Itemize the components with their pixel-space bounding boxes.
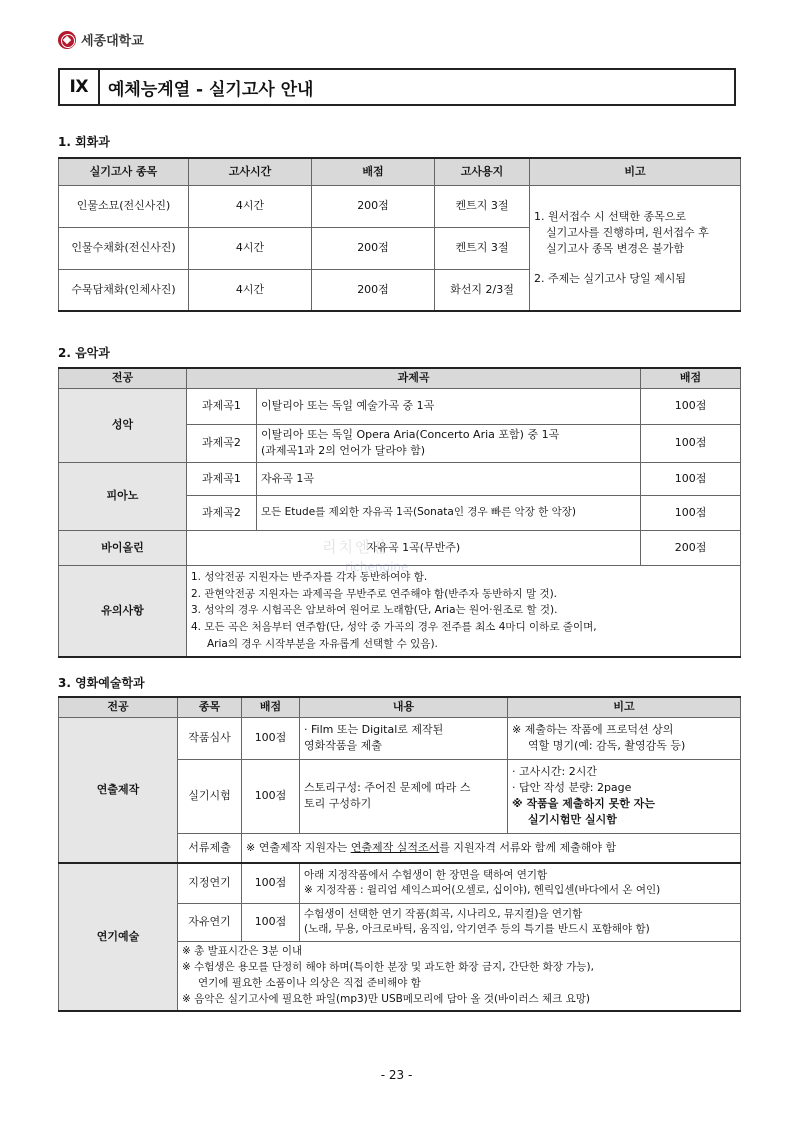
major-vocal: 성악	[59, 388, 187, 462]
cell: 200점	[312, 269, 435, 311]
cell	[300, 863, 741, 903]
cell: 과제곡2	[187, 495, 257, 530]
cell	[242, 833, 741, 863]
notice-label: 유의사항	[59, 565, 187, 657]
cell-line: 스토리구성: 주어진 문제에 따라 스	[304, 781, 471, 795]
cell: 켄트지 3절	[435, 227, 530, 269]
cell-line: 역할 명기(예: 감독, 촬영감독 등)	[528, 739, 686, 752]
cell: 과제곡2	[187, 424, 257, 462]
cell-line: 토리 구성하기	[304, 797, 372, 810]
cell: 모든 Etude를 제외한 자유곡 1곡(Sonata인 경우 빠른 악장 한 악장)	[257, 495, 641, 530]
header-cell: 비고	[508, 697, 741, 717]
table-header-row	[59, 158, 741, 185]
cell: 100점	[641, 495, 741, 530]
notice-line: 3. 성악의 경우 시험곡은 암보하여 원어로 노래함(단, Aria는 원어·원조로 할 것).	[191, 604, 558, 617]
cell: 100점	[242, 863, 300, 903]
chapter-title	[58, 68, 736, 106]
major-piano: 피아노	[59, 462, 187, 530]
remark-line: 2. 주제는 실기고사 당일 제시됨	[534, 271, 686, 285]
header-cell: 배점	[242, 697, 300, 717]
header-cell: 배점	[641, 368, 741, 388]
section-2-heading: 2. 음악과	[58, 346, 110, 360]
cell: 100점	[641, 462, 741, 495]
major-violin: 바이올린	[59, 530, 187, 565]
table-row	[59, 462, 741, 495]
table-header-row	[59, 368, 741, 388]
cell-line: 수험생이 선택한 연기 작품(희곡, 시나리오, 뮤지컬)을 연기함	[304, 907, 583, 920]
notice-line: 4. 모든 곡은 처음부터 연주함(단, 성악 중 가곡의 경우 전주를 최소 4마디 이하로 줄이며,	[191, 621, 597, 634]
table-header-row	[59, 697, 741, 717]
header-cell: 종목	[178, 697, 242, 717]
portfolio-doc-text: 연출제작 실적조서	[350, 840, 440, 854]
cell: 서류제출	[178, 833, 242, 863]
cell: 켄트지 3절	[435, 185, 530, 227]
header-cell: 전공	[59, 368, 187, 388]
cell-line: ※ 제출하는 작품에 프로덕션 상의	[512, 723, 674, 737]
cell: 자유곡 1곡	[257, 462, 641, 495]
table-row	[59, 717, 741, 759]
cell-line: 실기시험만 실시함	[528, 812, 617, 826]
note-line: 연기에 필요한 소품이나 의상은 직접 준비해야 함	[198, 976, 421, 989]
note-line: ※ 음악은 실기고사에 필요한 파일(mp3)만 USB메모리에 담아 올 것(바이러스 체크 요망)	[182, 992, 590, 1005]
cell: 자유연기	[178, 903, 242, 941]
cell: 작품심사	[178, 717, 242, 759]
cell-line: 아래 지정작품에서 수험생이 한 장면을 택하여 연기함	[304, 869, 548, 882]
cell-line: (노래, 무용, 아크로바틱, 움직임, 악기연주 등의 특기를 반드시 포함해야 함)	[304, 923, 650, 935]
logo-text: 세종대학교	[81, 34, 144, 49]
header-cell: 과제곡	[187, 368, 641, 388]
cell-line: · 고사시간: 2시간	[512, 765, 597, 779]
cell: 인물소묘(전신사진)	[59, 185, 189, 227]
cell: 100점	[641, 388, 741, 424]
watermark-image: 리치엔진	[322, 538, 388, 556]
note-line: ※ 수험생은 용모를 단정히 해야 하며(특이한 분장 및 과도한 화장 금지, 간단한 화장 가능),	[182, 961, 594, 973]
music-exam-table	[58, 367, 741, 658]
cell: 과제곡1	[187, 462, 257, 495]
cell	[300, 717, 508, 759]
cell-text: 를 지원자격 서류와 함께 제출해야 함	[439, 840, 617, 854]
chapter-heading: 예체능계열 - 실기고사 안내	[108, 79, 314, 100]
cell: 실기시험	[178, 759, 242, 833]
note-line: ※ 총 발표시간은 3분 이내	[182, 945, 303, 958]
cell: 4시간	[189, 185, 312, 227]
notice-line: 2. 관현악전공 지원자는 과제곡을 무반주로 연주해야 함(반주자 동반하지 말 것).	[191, 587, 558, 600]
table-row	[59, 530, 741, 565]
table-row	[59, 388, 741, 424]
notice-cell	[187, 565, 741, 657]
major-acting: 연기예술	[59, 863, 178, 1011]
watermark-image: richengine	[345, 560, 409, 574]
chapter-number: Ⅸ	[60, 70, 100, 104]
cell: 인물수채화(전신사진)	[59, 227, 189, 269]
section-3-heading: 3. 영화예술학과	[58, 676, 145, 690]
cell	[300, 759, 508, 833]
page-number: - 23 -	[380, 1068, 413, 1082]
cell: 자유곡 1곡(무반주)	[187, 530, 641, 565]
table-row	[59, 565, 741, 657]
notice-line: Aria의 경우 시작부분을 자유롭게 선택할 수 있음).	[207, 637, 438, 650]
section-1-heading: 1. 회화과	[58, 135, 110, 149]
seal-icon	[58, 31, 76, 49]
header-cell: 고사시간	[189, 158, 312, 185]
acting-notes-cell	[178, 941, 741, 1011]
header-cell: 고사용지	[435, 158, 530, 185]
remark-line: 실기고사를 진행하며, 원서접수 후	[546, 225, 709, 239]
cell: 4시간	[189, 269, 312, 311]
cell: 4시간	[189, 227, 312, 269]
remark-line: 실기고사 종목 변경은 불가함	[546, 241, 685, 255]
cell: 100점	[242, 759, 300, 833]
cell-line: ※ 지정작품 : 윌리엄 셰익스피어(오셀로, 십이야), 헨릭입센(바다에서 온 여인)	[304, 884, 661, 897]
major-directing: 연출제작	[59, 717, 178, 863]
notice-line: 1. 성악전공 지원자는 반주자를 각자 동반하여야 함.	[191, 570, 428, 583]
header-cell: 내용	[300, 697, 508, 717]
cell: 지정연기	[178, 863, 242, 903]
cell: 화선지 2/3절	[435, 269, 530, 311]
header-cell: 전공	[59, 697, 178, 717]
cell-line: · 답안 작성 분량: 2page	[512, 781, 632, 795]
table-row	[59, 185, 741, 227]
cell-line: 이탈리아 또는 독일 Opera Aria(Concerto Aria 포함) 중 1곡	[261, 428, 560, 442]
header-cell: 비고	[530, 158, 741, 185]
cell: 100점	[242, 717, 300, 759]
cell: 이탈리아 또는 독일 예술가곡 중 1곡	[257, 388, 641, 424]
header-cell: 배점	[312, 158, 435, 185]
cell: 100점	[242, 903, 300, 941]
cell: 과제곡1	[187, 388, 257, 424]
remarks-cell	[530, 185, 741, 311]
cell	[300, 903, 741, 941]
cell-line: ※ 작품을 제출하지 못한 자는	[512, 797, 655, 810]
table-row	[59, 863, 741, 903]
cell: 수묵담채화(인체사진)	[59, 269, 189, 311]
cell: 200점	[312, 227, 435, 269]
cell-text: ※ 연출제작 지원자는	[246, 840, 351, 854]
painting-exam-table	[58, 157, 741, 312]
cell: 200점	[312, 185, 435, 227]
cell-line: 영화작품을 제출	[304, 739, 382, 752]
film-exam-table	[58, 696, 741, 1012]
university-logo	[58, 30, 144, 49]
cell-line: · Film 또는 Digital로 제작된	[304, 723, 444, 737]
remark-line: 1. 원서접수 시 선택한 종목으로	[534, 209, 686, 223]
cell: 200점	[641, 530, 741, 565]
cell	[508, 717, 741, 759]
cell	[508, 759, 741, 833]
cell: 100점	[641, 424, 741, 462]
header-cell: 실기고사 종목	[59, 158, 189, 185]
cell	[257, 424, 641, 462]
cell-line: (과제곡1과 2의 언어가 달라야 함)	[261, 444, 426, 457]
